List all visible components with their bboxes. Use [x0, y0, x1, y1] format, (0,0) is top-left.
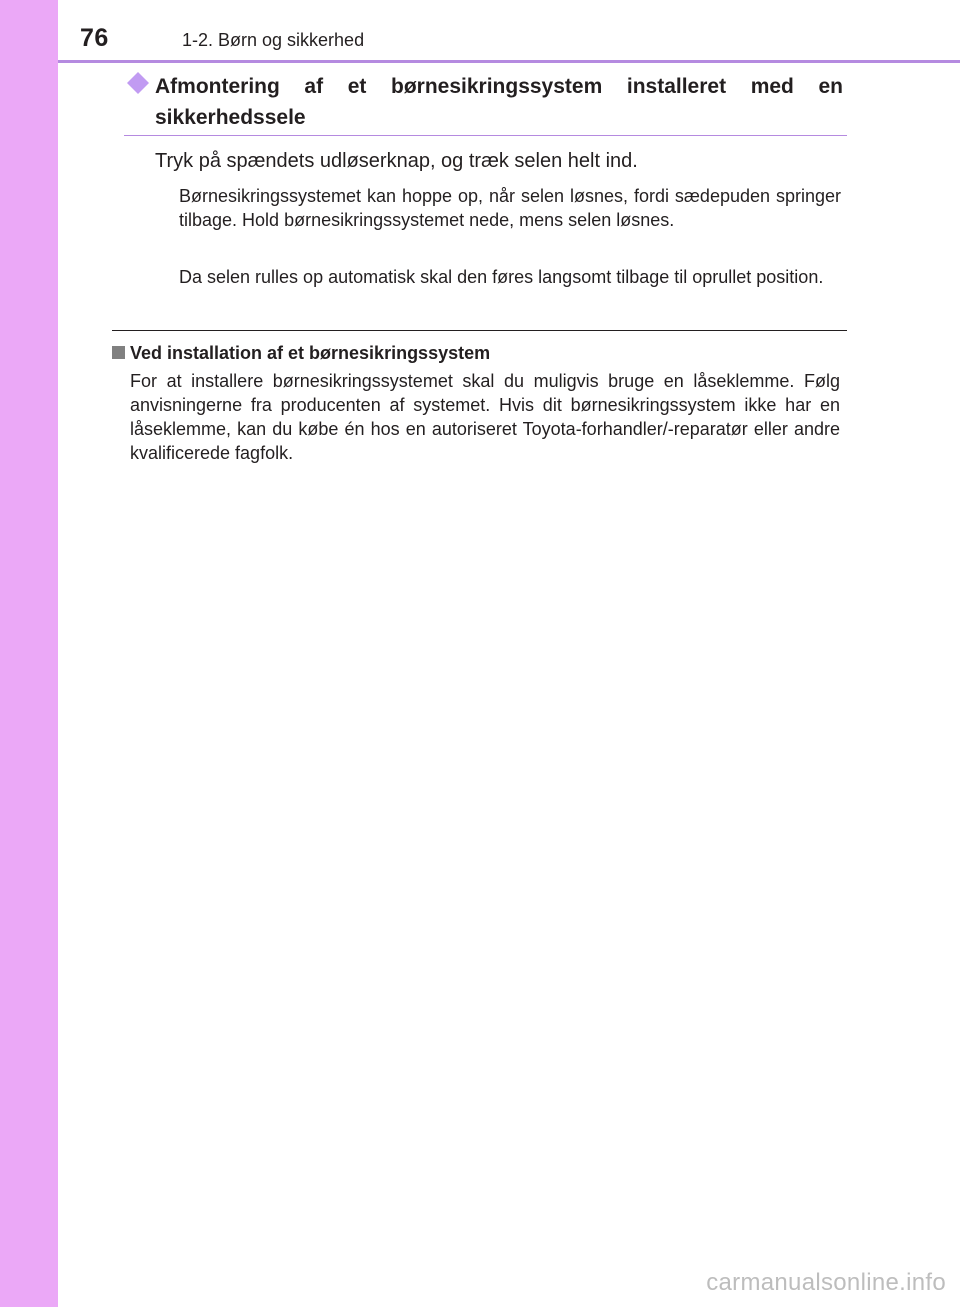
- watermark: carmanualsonline.info: [706, 1269, 946, 1296]
- procedure-heading: Afmontering af et børnesikringssystem installeret med en sikkerhedssele: [155, 75, 843, 129]
- procedure-note: Da selen rulles op automatisk skal den føres langsomt tilbage til oprullet position.: [179, 267, 824, 287]
- heading-divider: [124, 135, 847, 136]
- procedure-note: Børnesikringssystemet kan hoppe op, når selen løsnes, fordi sædepuden springer tilbage. Hold børnesikringssystemet nede, mens selen løsnes.: [179, 186, 841, 230]
- procedure-step: Tryk på spændets udløserknap, og træk selen helt ind.: [155, 150, 638, 172]
- info-heading: Ved installation af et børnesikringssystem: [130, 343, 491, 363]
- page-number: 76: [80, 24, 109, 52]
- side-color-band: [0, 0, 58, 1307]
- square-bullet-icon: [112, 346, 125, 359]
- info-body: For at installere børnesikringssystemet skal du muligvis bruge en låseklemme. Følg anvisningerne fra producenten af systemet. Hvis dit børnesikringssystem ikke har en låseklemme, kan du købe én hos en autoriseret Toyota-forhandler/-reparatør eller andre kvalificerede fagfolk.: [130, 371, 840, 463]
- header-divider: [58, 60, 960, 63]
- section-divider: [112, 330, 847, 331]
- section-title: 1-2. Børn og sikkerhed: [182, 30, 365, 50]
- diamond-icon: [127, 72, 149, 94]
